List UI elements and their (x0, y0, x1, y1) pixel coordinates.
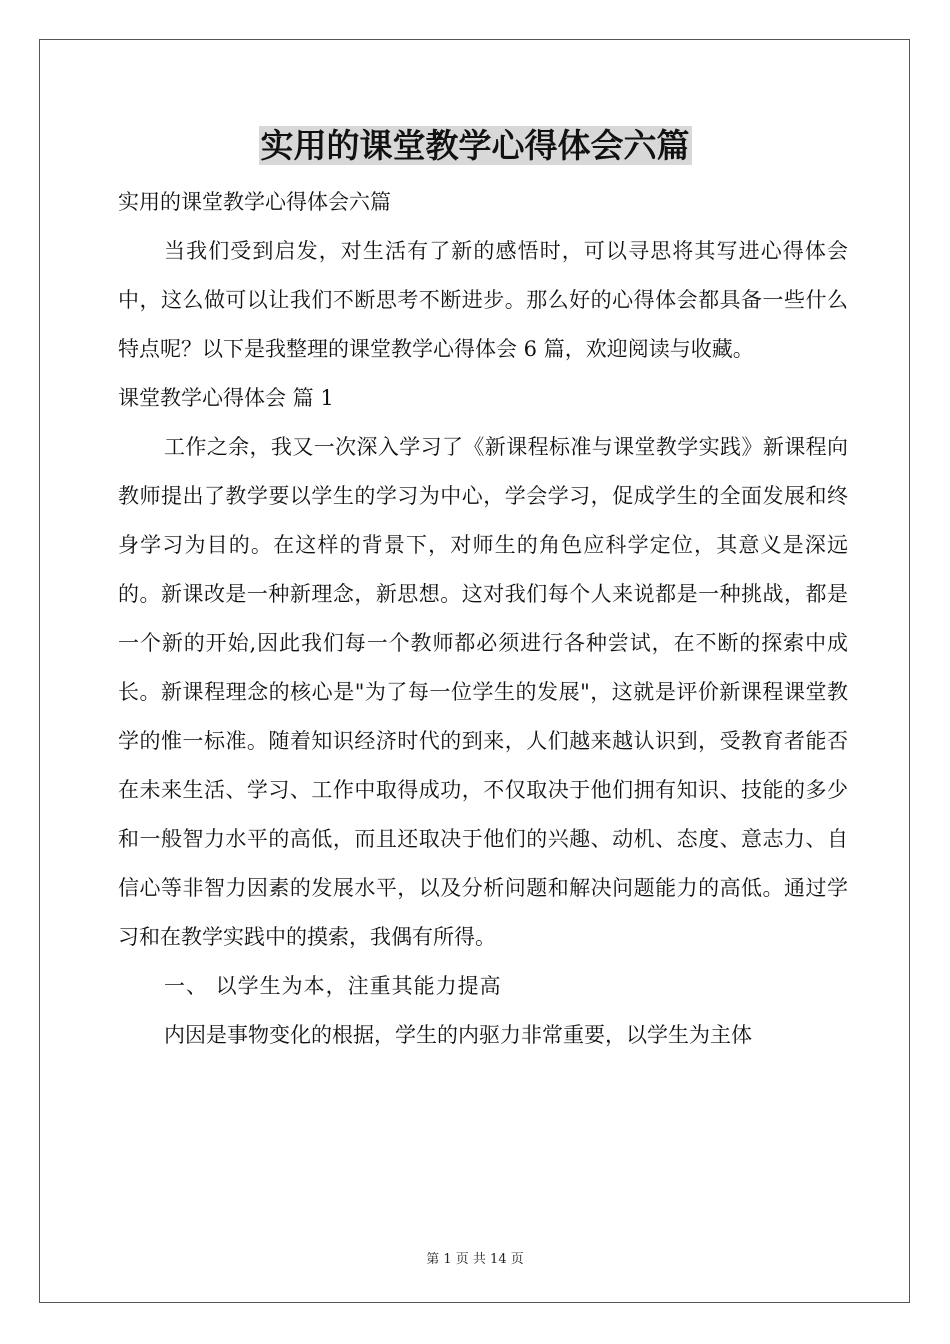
document-title-text: 实用的课堂教学心得体会六篇 (260, 126, 690, 165)
page-number-label: 第 1 页 共 14 页 (426, 1252, 524, 1267)
subtitle-paragraph: 实用的课堂教学心得体会六篇 (118, 190, 391, 214)
intro-paragraph: 当我们受到启发，对生活有了新的感悟时，可以寻思将其写进心得体会中，这么做可以让我们不断思考不断进步。那么好的心得体会都具备一些什么特点呢？以下是我整理的课堂教学心得体会 6 篇，欢迎阅读与收藏。 (118, 239, 848, 361)
document-body (118, 178, 848, 1060)
page-footer (0, 1248, 950, 1267)
section-heading: 课堂教学心得体会 篇 1 (118, 386, 334, 410)
document-title (0, 124, 950, 168)
point-heading: 一、 以学生为本，注重其能力提高 (164, 974, 502, 998)
body-paragraph: 工作之余，我又一次深入学习了《新课程标准与课堂教学实践》新课程向教师提出了教学要以学生的学习为中心，学会学习，促成学生的全面发展和终身学习为目的。在这样的背景下，对师生的角色应科学定位，其意义是深远的。新课改是一种新理念，新思想。这对我们每个人来说都是一种挑战，都是一个新的开始,因此我们每一个教师都必须进行各种尝试，在不断的探索中成长。新课程理念的核心是"为了每一位学生的发展"，这就是评价新课程课堂教学的惟一标准。随着知识经济时代的到来，人们越来越认识到，受教育者能否在未来生活、学习、工作中取得成功，不仅取决于他们拥有知识、技能的多少和一般智力水平的高低，而且还取决于他们的兴趣、动机、态度、意志力、自信心等非智力因素的发展水平，以及分析问题和解决问题能力的高低。通过学习和在教学实践中的摸索，我偶有所得。 (118, 435, 848, 949)
body-paragraph-continued: 内因是事物变化的根据，学生的内驱力非常重要，以学生为主体 (164, 1023, 752, 1047)
